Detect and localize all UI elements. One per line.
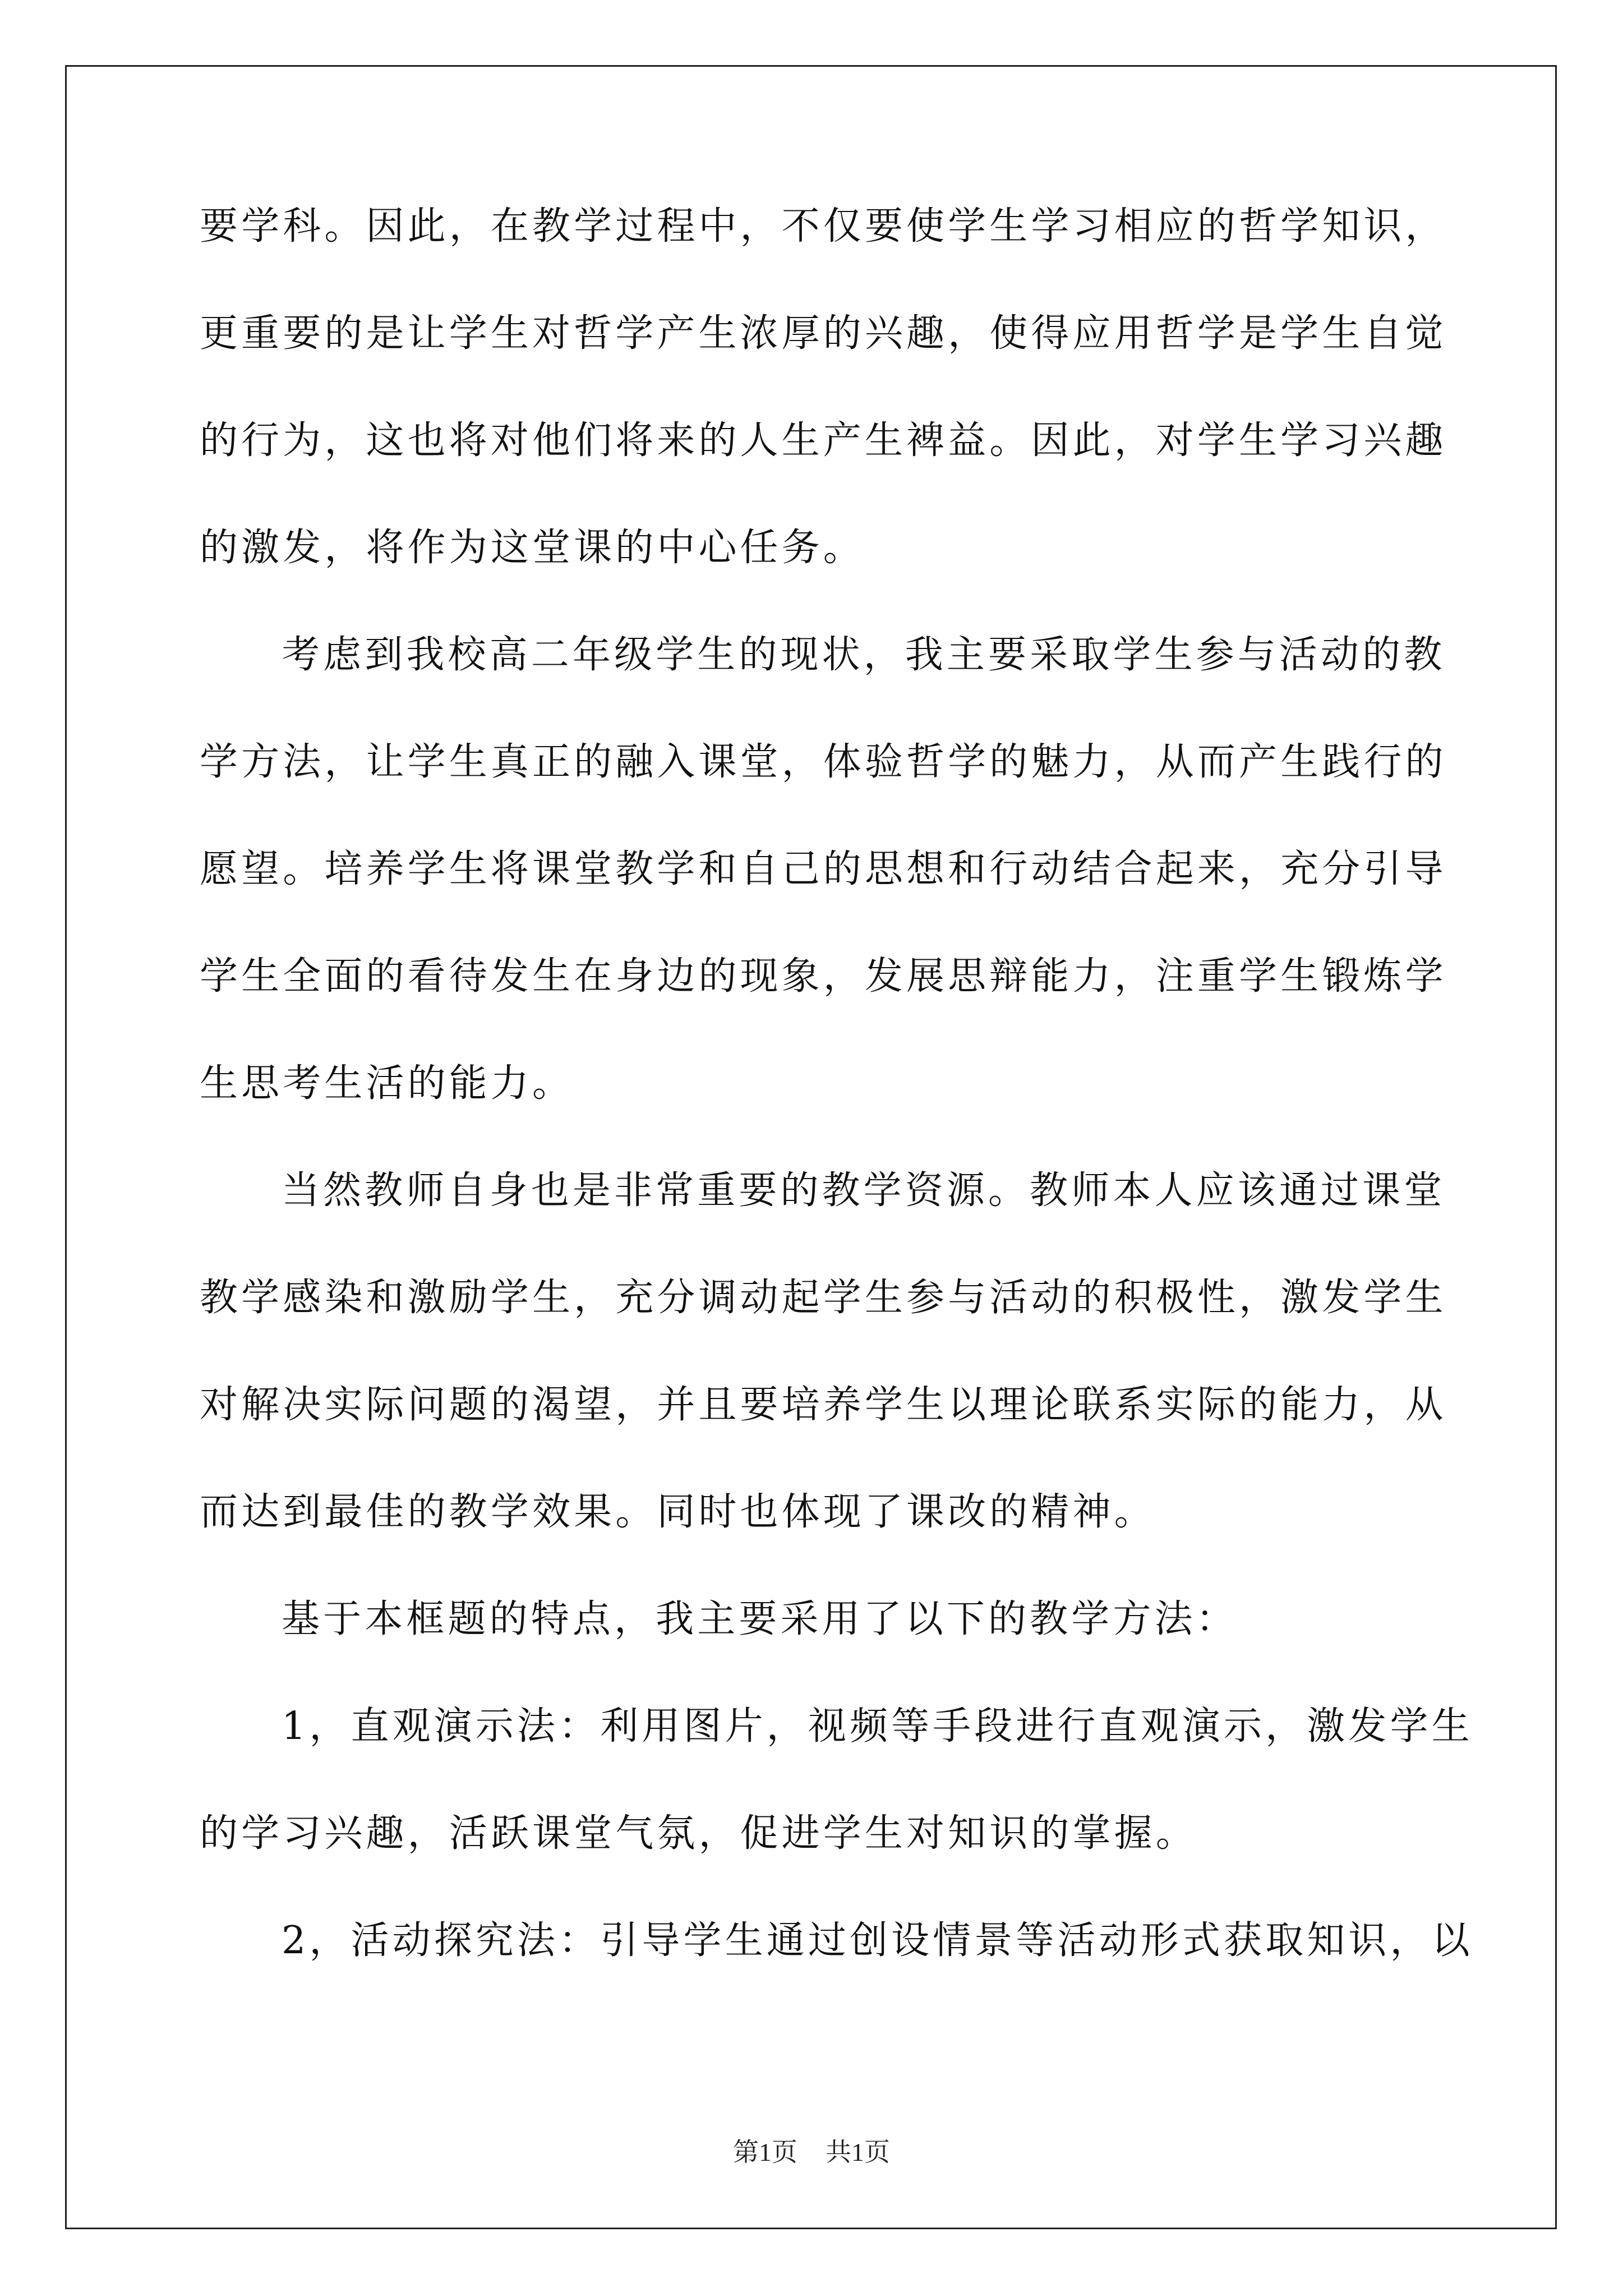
paragraph-first-line: 考虑到我校高二年级学生的现状，我主要采取学生参与活动的教: [282, 633, 1446, 677]
text-line: 愿望。培养学生将课堂教学和自己的思想和行动结合起来，充分引导: [200, 847, 1447, 891]
page-total: 共1页: [826, 2138, 890, 2166]
page-number: 第1页: [733, 2138, 797, 2166]
paragraph-first-line: 基于本框题的特点，我主要采用了以下的教学方法：: [282, 1597, 1238, 1641]
text-line: 生思考生活的能力。: [200, 1061, 574, 1106]
text-line: 学生全面的看待发生在身边的现象，发展思辩能力，注重学生锻炼学: [200, 954, 1447, 999]
text-line: 更重要的是让学生对哲学产生浓厚的兴趣，使得应用哲学是学生自觉: [200, 311, 1447, 356]
paragraph-first-line: 当然教师自身也是非常重要的教学资源。教师本人应该通过课堂: [282, 1168, 1446, 1213]
text-line: 学方法，让学生真正的融入课堂，体验哲学的魅力，从而产生践行的: [200, 740, 1447, 784]
page-footer: [0, 2132, 1623, 2169]
text-line: 的行为，这也将对他们将来的人生产生裨益。因此，对学生学习兴趣: [200, 418, 1447, 463]
text-line: 的学习兴趣，活跃课堂气氛，促进学生对知识的掌握。: [200, 1811, 1197, 1856]
text-line: 而达到最佳的教学效果。同时也体现了课改的精神。: [200, 1490, 1156, 1534]
paragraph-first-line: 1，直观演示法：利用图片，视频等手段进行直观演示，激发学生: [282, 1704, 1473, 1749]
document-body: [200, 204, 1473, 2029]
paragraph-first-line: 2，活动探究法：引导学生通过创设情景等活动形式获取知识，以: [282, 1918, 1473, 1963]
text-line: 教学感染和激励学生，充分调动起学生参与活动的积极性，激发学生: [200, 1276, 1447, 1320]
text-line: 的激发，将作为这堂课的中心任务。: [200, 526, 865, 570]
text-line: 要学科。因此，在教学过程中，不仅要使学生学习相应的哲学知识，: [200, 204, 1447, 249]
text-line: 对解决实际问题的渴望，并且要培养学生以理论联系实际的能力，从: [200, 1383, 1447, 1427]
